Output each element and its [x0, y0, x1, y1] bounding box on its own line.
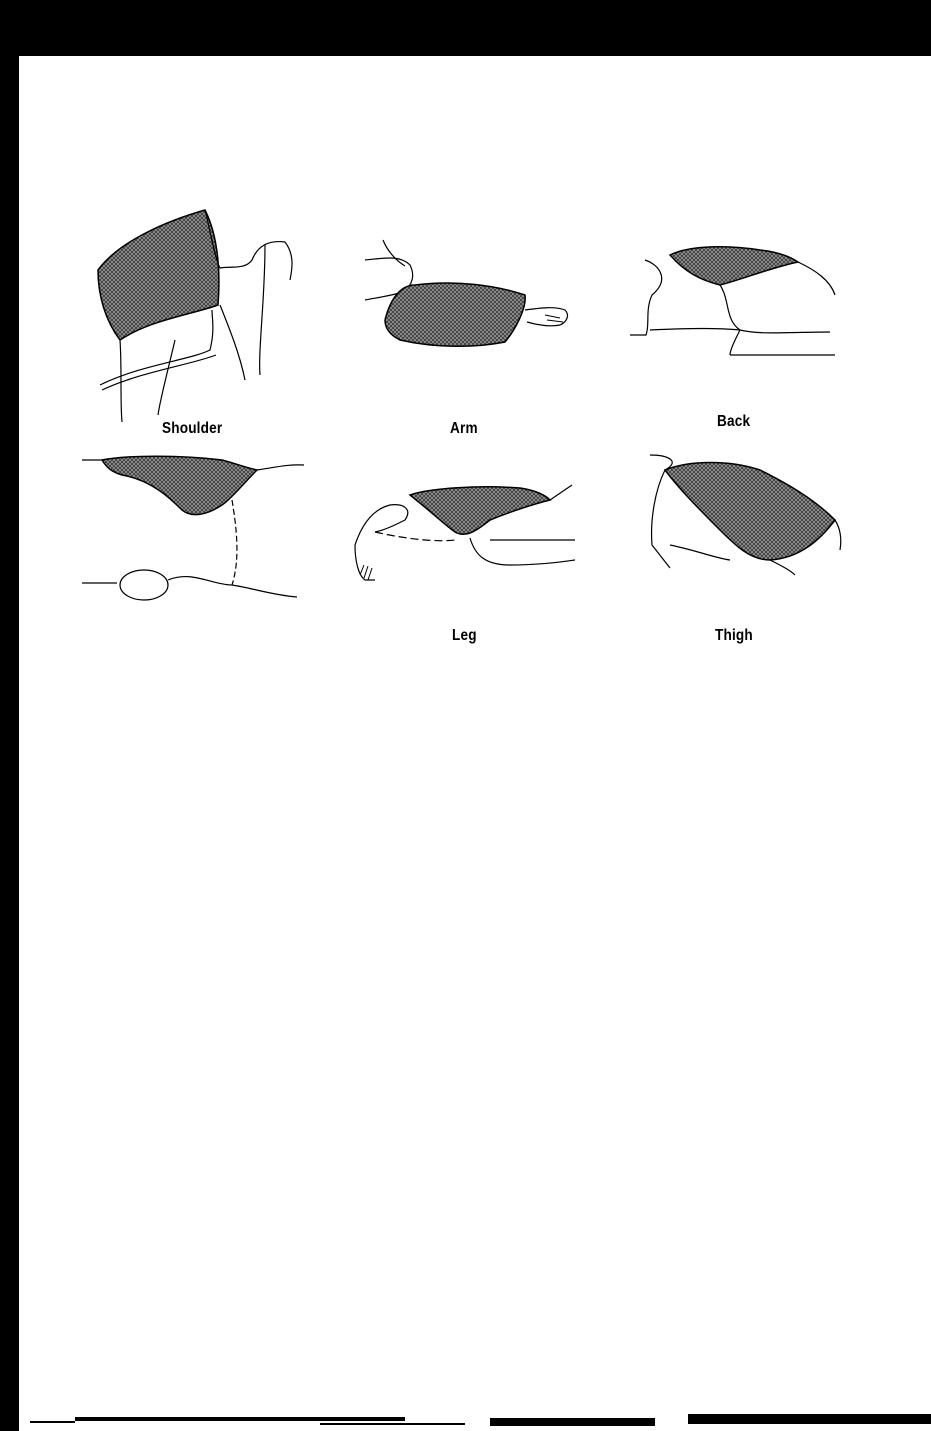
caption-leg: Leg [452, 627, 477, 644]
arm-illustration [355, 230, 585, 360]
left-scan-border [0, 0, 19, 1431]
bottom-scan-line [0, 1414, 19, 1431]
bottom-scan-line [688, 1414, 931, 1424]
top-scan-border [0, 0, 931, 56]
shoulder-illustration [80, 200, 310, 425]
back-illustration [630, 240, 845, 365]
caption-back: Back [717, 413, 751, 430]
thigh-illustration [640, 450, 845, 580]
knee-illustration [82, 450, 307, 605]
caption-arm: Arm [450, 420, 478, 437]
bottom-scan-line [30, 1421, 75, 1423]
leg-illustration [350, 470, 580, 595]
caption-shoulder: Shoulder [162, 420, 223, 437]
bottom-scan-line [75, 1417, 405, 1421]
bottom-scan-line [320, 1423, 465, 1425]
bottom-scan-line [490, 1418, 655, 1426]
caption-thigh: Thigh [715, 627, 753, 644]
